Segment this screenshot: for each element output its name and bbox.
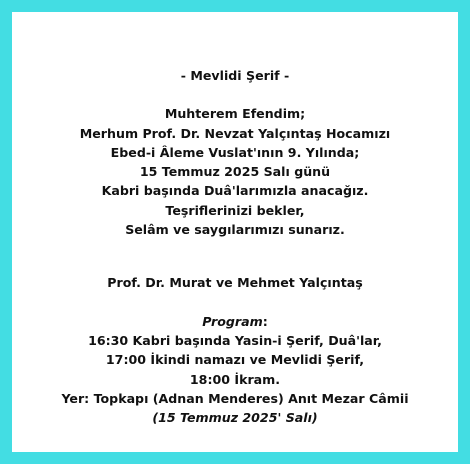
invitation-body: [12, 104, 458, 239]
program-colon: :: [262, 313, 268, 329]
program-item: 18:00 İkram.: [189, 371, 281, 387]
body-line: Kabri başında Duâ'larımızla anacağız.: [101, 183, 369, 199]
body-line: Ebed-i Âleme Vuslat'ının 9. Yılında;: [110, 144, 360, 160]
program-item: 16:30 Kabri başında Yasin-i Şerif, Duâ'lar,: [88, 332, 382, 348]
body-line: 15 Temmuz 2025 Salı günü: [139, 164, 331, 180]
program-section: [12, 312, 458, 428]
date-note: (15 Temmuz 2025' Salı): [152, 410, 318, 426]
program-label: Program: [202, 313, 263, 329]
greeting-line: Muhterem Efendim;: [164, 106, 306, 122]
program-item: 17:00 İkindi namazı ve Mevlidi Şerif,: [105, 352, 365, 368]
location-line: Yer: Topkapı (Adnan Menderes) Anıt Mezar Câmii: [61, 390, 409, 406]
invitation-title: - Mevlidi Şerif -: [180, 68, 290, 83]
program-heading: [12, 312, 458, 331]
body-line: Teşriflerinizi bekler,: [165, 202, 305, 218]
invitation-card: [12, 12, 458, 452]
spacer: [12, 85, 458, 104]
signature-line: Prof. Dr. Murat ve Mehmet Yalçıntaş: [107, 275, 363, 291]
body-line: Merhum Prof. Dr. Nevzat Yalçıntaş Hocamızı: [79, 125, 391, 141]
spacer: [12, 239, 458, 273]
spacer: [12, 293, 458, 312]
body-line: Selâm ve saygılarımızı sunarız.: [125, 222, 345, 238]
